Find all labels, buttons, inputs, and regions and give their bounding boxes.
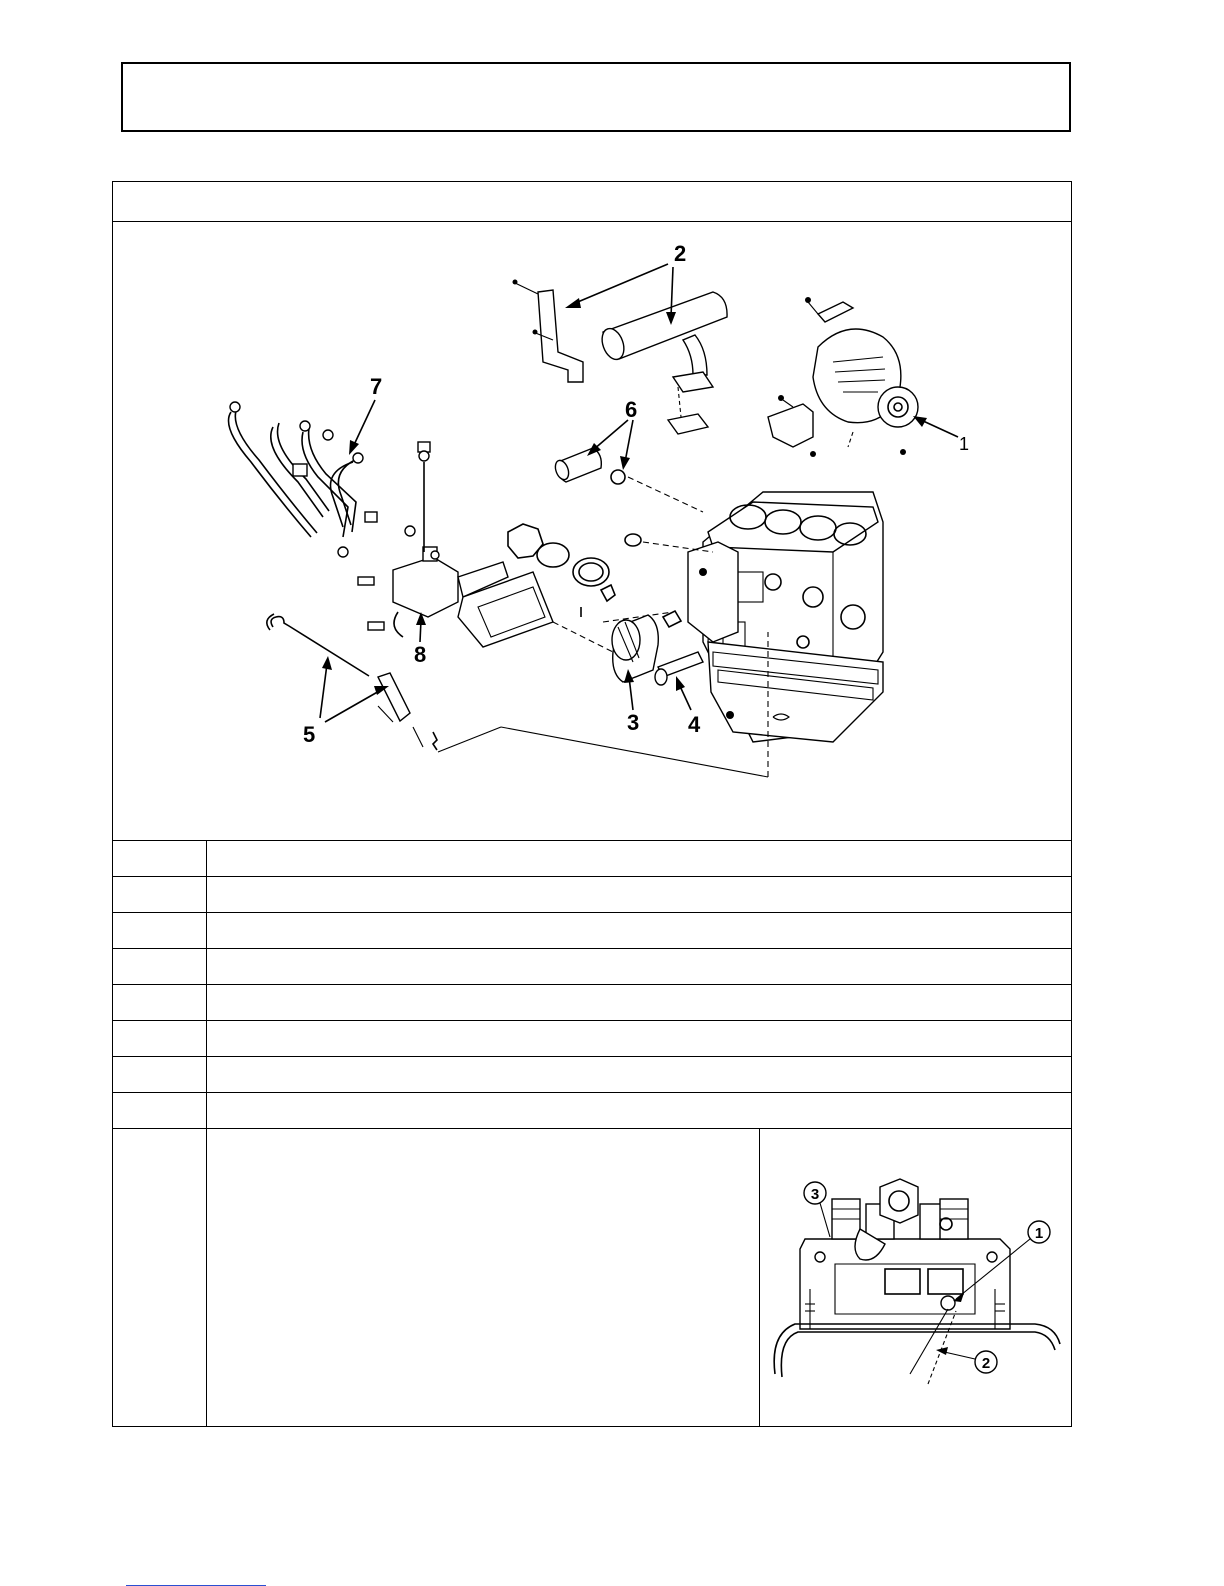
- injection-pump-detail-svg: [760, 1129, 1069, 1428]
- table-title-row: [113, 182, 1071, 222]
- row-content-cell: [207, 913, 1071, 948]
- row-label-cell: [113, 913, 207, 948]
- table-row: [113, 840, 1071, 876]
- row-label-cell: [113, 1093, 207, 1128]
- detail-text-cell: [207, 1129, 760, 1427]
- row-content-cell: [207, 1057, 1071, 1092]
- detail-callout-3: [804, 1182, 830, 1237]
- callout-3: 3: [627, 710, 640, 735]
- row-content-cell: [207, 1093, 1071, 1128]
- row-content-cell: [207, 841, 1071, 876]
- callout-5: 5: [303, 722, 316, 747]
- dipstick: [267, 614, 768, 777]
- row-label-cell: [113, 841, 207, 876]
- svg-text:3: 3: [810, 1186, 820, 1203]
- row-content-cell: [207, 877, 1071, 912]
- row-label-cell: [113, 985, 207, 1020]
- header-box: [121, 62, 1071, 132]
- injection-pipes: [229, 402, 416, 557]
- table-row: [113, 1092, 1071, 1128]
- callout-7: 7: [370, 374, 383, 399]
- muffler: [513, 280, 728, 435]
- row-content-cell: [207, 1021, 1071, 1056]
- row-label-cell: [113, 949, 207, 984]
- table-row: [113, 912, 1071, 948]
- svg-text:2: 2: [981, 1355, 991, 1372]
- step-rows: [113, 840, 1071, 1128]
- detail-row: [113, 1128, 1071, 1427]
- table-row: [113, 876, 1071, 912]
- table-row: [113, 1056, 1071, 1092]
- row-content-cell: [207, 949, 1071, 984]
- procedure-table: [112, 181, 1072, 1427]
- detail-callout-2: [936, 1347, 997, 1373]
- svg-text:1: 1: [1034, 1225, 1044, 1242]
- callout-4: 4: [688, 712, 701, 737]
- row-content-cell: [207, 985, 1071, 1020]
- alternator: [768, 297, 918, 457]
- table-row: [113, 1020, 1071, 1056]
- row-label-cell: [113, 1021, 207, 1056]
- callout-2: 2: [674, 241, 687, 266]
- detail-label-cell: [113, 1129, 207, 1427]
- callout-1: 1: [959, 434, 970, 454]
- engine-exploded-diagram: [113, 222, 1071, 840]
- table-row: [113, 948, 1071, 984]
- callout-8: 8: [414, 642, 427, 667]
- row-label-cell: [113, 877, 207, 912]
- row-label-cell: [113, 1057, 207, 1092]
- detail-figure-cell: [760, 1129, 1071, 1427]
- callout-6: 6: [625, 397, 638, 422]
- engine-exploded-svg: [113, 222, 1071, 840]
- table-row: [113, 984, 1071, 1020]
